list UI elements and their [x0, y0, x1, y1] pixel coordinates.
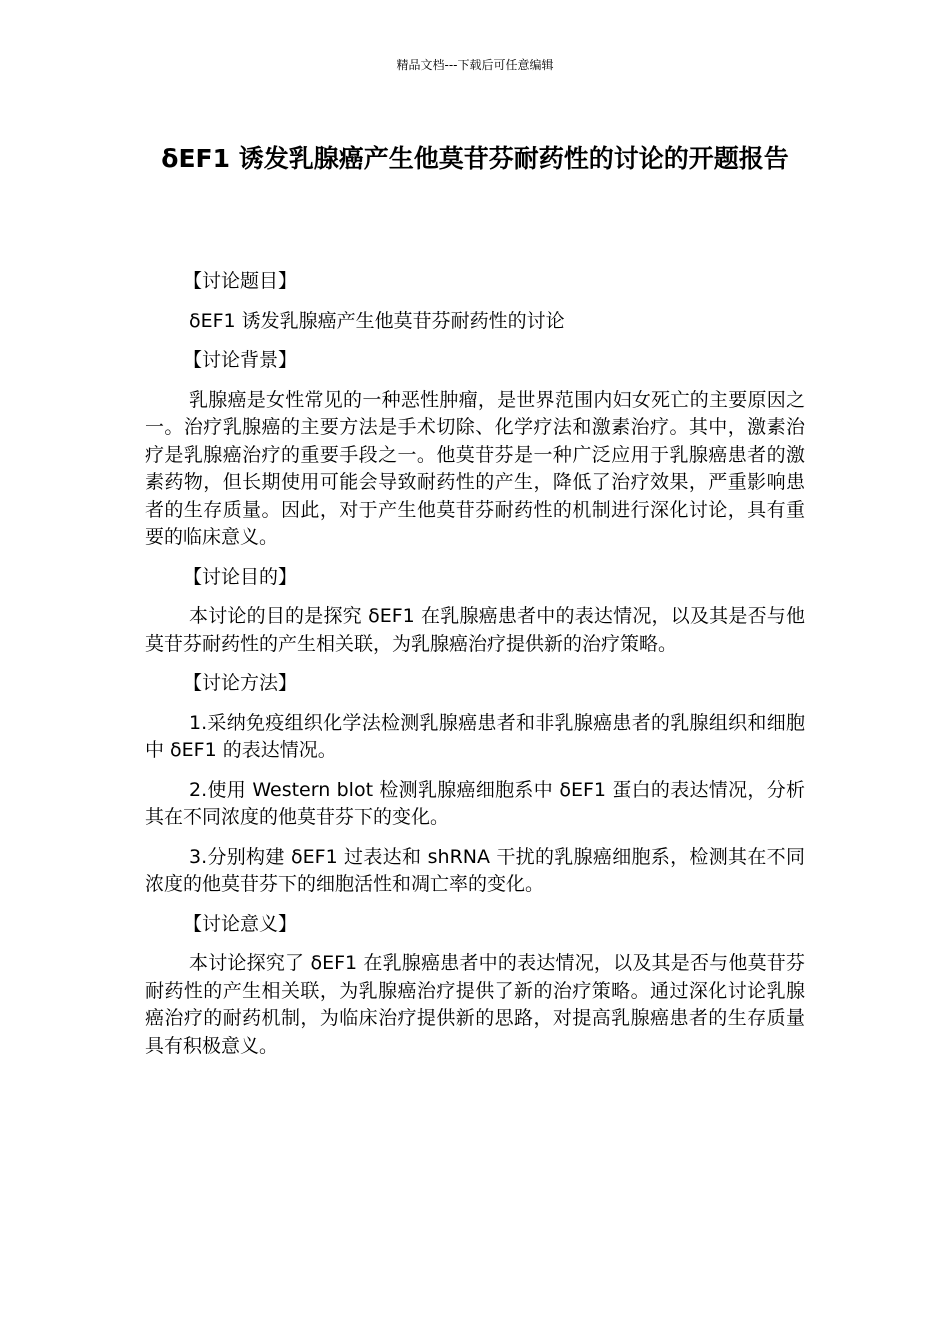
section-heading-significance: 【讨论意义】 [183, 912, 298, 935]
method-item-1: 1.采纳免疫组织化学法检测乳腺癌患者和非乳腺癌患者的乳腺组织和细胞中 δEF1 的表达情况。 [145, 711, 805, 761]
significance-paragraph: 本讨论探究了 δEF1 在乳腺癌患者中的表达情况，以及其是否与他莫苷芬耐药性的产生相关联，为乳腺癌治疗提供了新的治疗策略。通过深化讨论乳腺癌治疗的耐药机制，为临床治疗提供新的思路，对提高乳腺癌患者的生存质量具有积极意义。 [145, 952, 805, 1057]
background-paragraph: 乳腺癌是女性常见的一种恶性肿瘤，是世界范围内妇女死亡的主要原因之一。治疗乳腺癌的主要方法是手术切除、化学疗法和激素治疗。其中，激素治疗是乳腺癌治疗的重要手段之一。他莫苷芬是一种广泛应用于乳腺癌患者的激素药物，但长期使用可能会导致耐药性的产生，降低了治疗效果，严重影响患者的生存质量。因此，对于产生他莫苷芬耐药性的机制进行深化讨论，具有重要的临床意义。 [145, 388, 805, 548]
section-heading-purpose: 【讨论目的】 [183, 565, 298, 588]
document-body [145, 268, 805, 1072]
purpose-paragraph: 本讨论的目的是探究 δEF1 在乳腺癌患者中的表达情况，以及其是否与他莫苷芬耐药性的产生相关联，为乳腺癌治疗提供新的治疗策略。 [145, 605, 805, 655]
method-item-2: 2.使用 Western blot 检测乳腺癌细胞系中 δEF1 蛋白的表达情况，分析其在不同浓度的他莫苷芬下的变化。 [145, 778, 805, 828]
section-heading-background: 【讨论背景】 [183, 349, 298, 371]
section-heading-topic: 【讨论题目】 [183, 270, 298, 292]
document-title: δEF1 诱发乳腺癌产生他莫苷芬耐药性的讨论的开题报告 [161, 144, 789, 173]
topic-text: δEF1 诱发乳腺癌产生他莫苷芬耐药性的讨论 [189, 309, 565, 332]
page-header: 精品文档---下载后可任意编辑 [396, 58, 554, 72]
method-item-3: 3.分别构建 δEF1 过表达和 shRNA 干扰的乳腺癌细胞系，检测其在不同浓度的他莫苷芬下的细胞活性和凋亡率的变化。 [145, 845, 805, 895]
section-heading-methods: 【讨论方法】 [183, 672, 298, 694]
